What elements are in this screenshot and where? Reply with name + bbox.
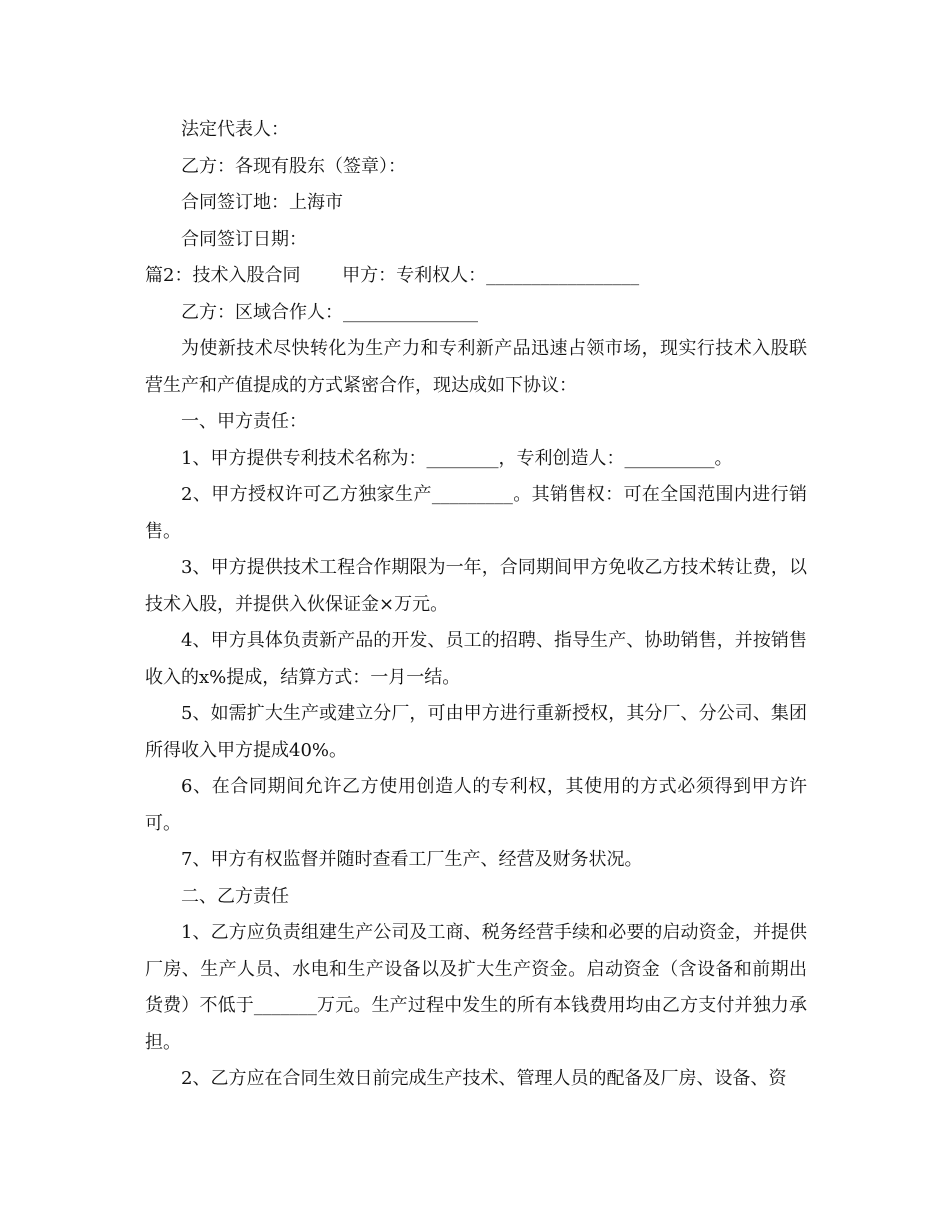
document-body [145, 112, 807, 1098]
clause-1-1: 1、甲方提供专利技术名称为：________，专利创造人：__________。 [181, 447, 733, 469]
clause-2-2: 2、乙方应在合同生效日前完成生产技术、管理人员的配备及厂房、设备、资 [181, 1068, 787, 1089]
section-1-heading: 一、甲方责任： [181, 411, 307, 432]
clause-1-3: 3、甲方提供技术工程合作期限为一年，合同期间甲方免收乙方技术转让费，以技术入股，并提供入伙保证金×万元。 [145, 557, 807, 615]
preamble-paragraph: 为使新技术尽快转化为生产力和专利新产品迅速占领市场，现实行技术入股联营生产和产值提成的方式紧密合作，现达成如下协议： [145, 338, 807, 396]
clause-2-1: 1、乙方应负责组建生产公司及工商、税务经营手续和必要的启动资金，并提供厂房、生产人员、水电和生产设备以及扩大生产资金。启动资金（含设备和前期出货费）不低于_______万元。生产过程中发生的所有本钱费用均由乙方支付并独力承担。 [145, 922, 807, 1053]
legal-representative-line: 法定代表人： [181, 119, 289, 140]
article-2-heading: 篇2：技术入股合同 甲方：专利权人：_________________ [145, 265, 640, 286]
party-b-regional-partner-line: 乙方：区域合作人：_______________ [181, 301, 478, 323]
section-2-heading: 二、乙方责任 [181, 885, 289, 907]
clause-1-5: 5、如需扩大生产或建立分厂，可由甲方进行重新授权，其分厂、分公司、集团所得收入甲方提成40%。 [145, 703, 807, 761]
signing-place-line: 合同签订地：上海市 [181, 192, 343, 213]
clause-1-4: 4、甲方具体负责新产品的开发、员工的招聘、指导生产、协助销售，并按销售收入的x%提成，结算方式：一月一结。 [145, 630, 807, 688]
signing-date-line: 合同签订日期： [181, 228, 307, 250]
party-b-shareholders-line: 乙方：各现有股东（签章）： [181, 155, 406, 177]
clause-1-6: 6、在合同期间允许乙方使用创造人的专利权，其使用的方式必须得到甲方许可。 [145, 776, 807, 834]
clause-1-2: 2、甲方授权许可乙方独家生产_________。其销售权：可在全国范围内进行销售。 [145, 484, 807, 542]
clause-1-7: 7、甲方有权监督并随时查看工厂生产、经营及财务状况。 [181, 849, 643, 870]
